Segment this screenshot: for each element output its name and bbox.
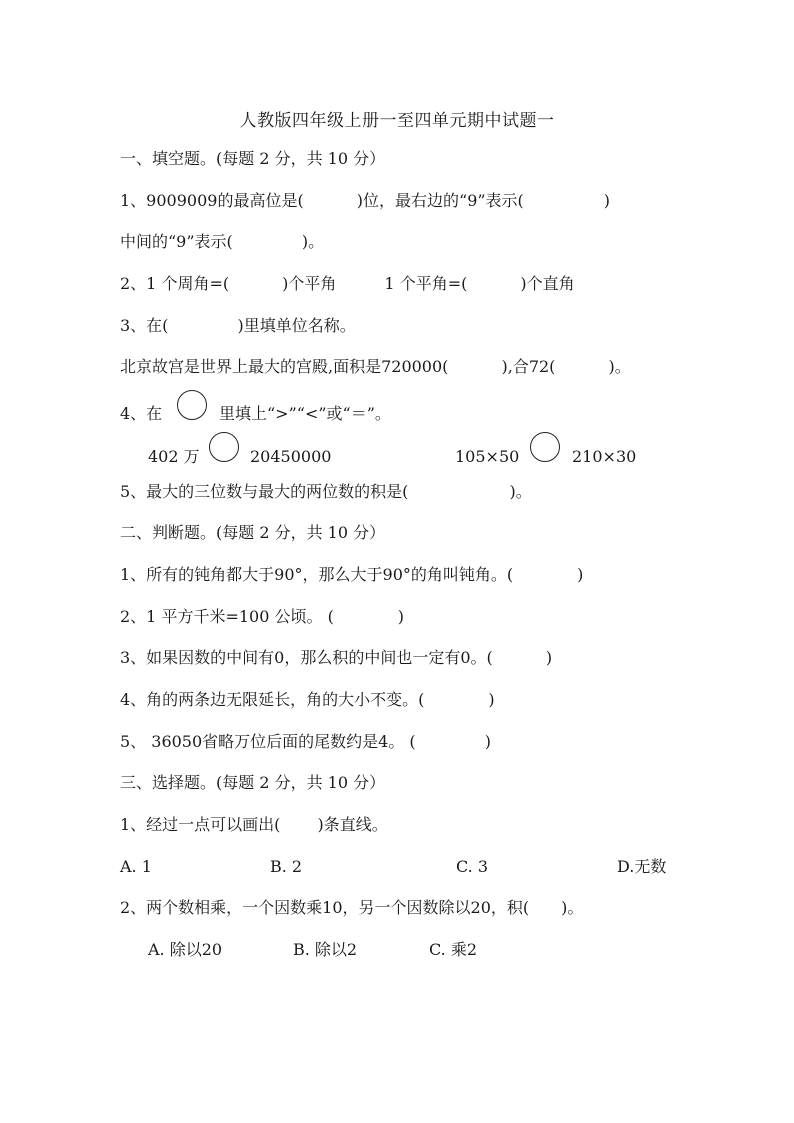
- question-1-2: 2、1 个周角=( )个平角 1 个平角=( )个直角: [120, 274, 575, 293]
- question-1-1-line-1: 1、9009009的最高位是( )位，最右边的“9”表示( ): [120, 191, 611, 210]
- question-1-3-line-2: 北京故宫是世界上最大的宫殿,面积是720000( ),合72( )。: [120, 357, 631, 376]
- question-2-4: 4、角的两条边无限延长，角的大小不变。( ): [120, 690, 495, 709]
- question-2-2: 2、1 平方千米=100 公顷。 ( ): [120, 607, 405, 626]
- question-1-3-line-1: 3、在( )里填单位名称。: [120, 316, 356, 335]
- question-2-5: 5、 36050省略万位后面的尾数约是4。 ( ): [120, 732, 492, 751]
- question-1-4-prefix: 4、在: [120, 404, 163, 423]
- option-3-1-b[interactable]: B. 2: [270, 857, 303, 876]
- option-3-2-b[interactable]: B. 除以2: [293, 940, 358, 959]
- option-3-1-c[interactable]: C. 3: [456, 857, 489, 876]
- question-3-1: 1、经过一点可以画出( )条直线。: [120, 815, 388, 834]
- question-1-1-line-2: 中间的“9”表示( )。: [120, 232, 325, 251]
- compare-circle-icon[interactable]: [177, 390, 207, 420]
- question-2-3: 3、如果因数的中间有0，那么积的中间也一定有0。( ): [120, 648, 553, 667]
- option-3-1-a[interactable]: A. 1: [120, 857, 152, 876]
- compare-b-circle-icon[interactable]: [530, 432, 560, 462]
- compare-a-circle-icon[interactable]: [209, 432, 239, 462]
- compare-b-left: 105×50: [455, 447, 520, 466]
- section-3-heading: 三、选择题。(每题 2 分，共 10 分）: [120, 773, 386, 792]
- section-1-heading: 一、填空题。(每题 2 分，共 10 分）: [120, 149, 386, 168]
- question-1-5: 5、最大的三位数与最大的两位数的积是( )。: [120, 482, 532, 501]
- option-3-1-d[interactable]: D.无数: [617, 857, 667, 876]
- option-3-2-c[interactable]: C. 乘2: [429, 940, 478, 959]
- question-3-2: 2、两个数相乘，一个因数乘10，另一个因数除以20，积( )。: [120, 898, 584, 917]
- question-1-4-suffix: 里填上“>”“<”或“＝”。: [219, 404, 391, 423]
- compare-a-left: 402 万: [148, 447, 200, 466]
- compare-a-right: 20450000: [250, 447, 332, 466]
- question-2-1: 1、所有的钝角都大于90°，那么大于90°的角叫钝角。( ): [120, 565, 584, 584]
- compare-b-right: 210×30: [572, 447, 637, 466]
- option-3-2-a[interactable]: A. 除以20: [148, 940, 223, 959]
- section-2-heading: 二、判断题。(每题 2 分，共 10 分）: [120, 523, 386, 542]
- exam-title: 人教版四年级上册一至四单元期中试题一: [239, 111, 555, 131]
